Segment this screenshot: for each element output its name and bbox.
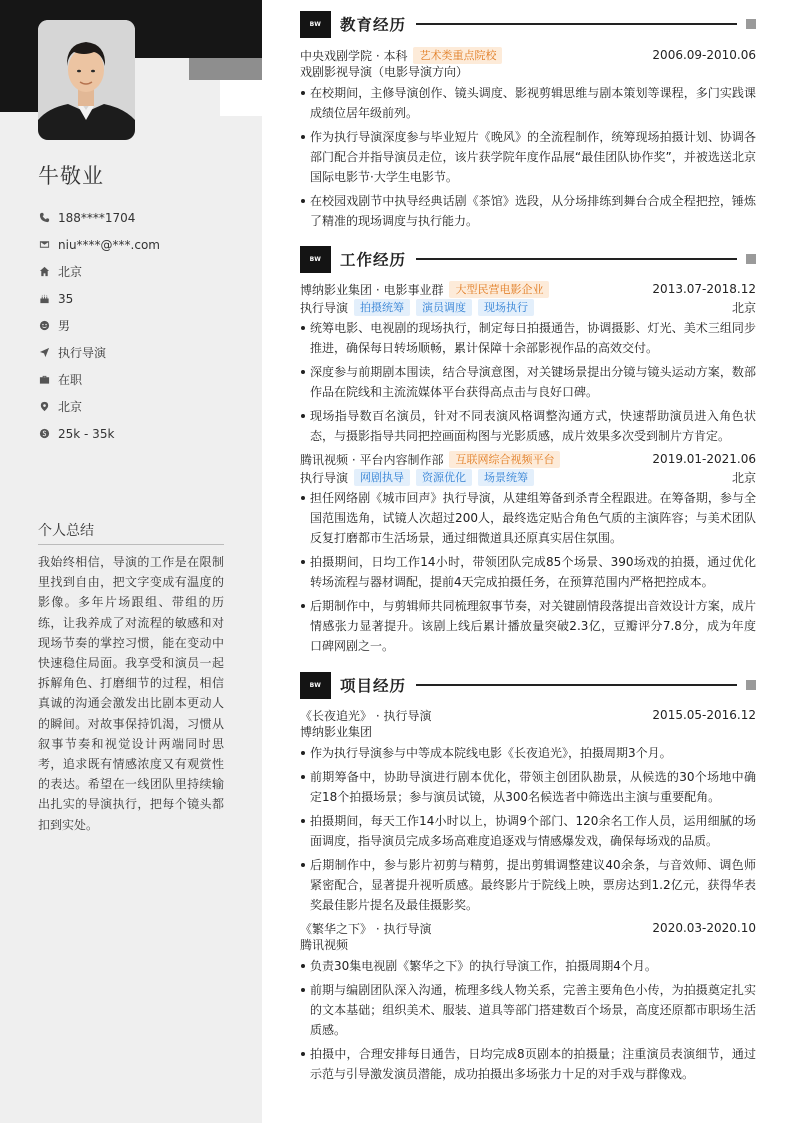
- avatar-portrait-icon: [38, 20, 135, 140]
- list-item: 担任网络剧《城市回声》执行导演，从建组筹备到杀青全程跟进。在筹备期，参与全国范围选角，试镜人次超过200人，最终选定贴合角色气质的主演阵容；与美术团队反复打磨都市生活场景，通过细微道具还原真实居住氛围。: [300, 488, 756, 548]
- section-square-icon: [746, 680, 756, 690]
- skill-tag: 拍摄统筹: [354, 299, 410, 316]
- skill-tag: 演员调度: [416, 299, 472, 316]
- company-tag: 大型民营电影企业: [449, 281, 549, 298]
- section-logo-icon: BW: [300, 11, 331, 38]
- briefcase-icon: [38, 374, 50, 386]
- info-phone: [38, 204, 160, 231]
- job-header-row: [300, 450, 756, 468]
- list-item: 拍摄中，合理安排每日通告，日均完成8页剧本的拍摄量；注重演员表演细节，通过示范与引导激发演员潜能，成功拍摄出多场张力十足的对手戏与群像戏。: [300, 1044, 756, 1084]
- job-role: 执行导演: [300, 470, 349, 485]
- email-icon: [38, 239, 50, 251]
- info-email-text: niu****@***.com: [58, 237, 160, 252]
- project-org: 博纳影业集团: [300, 725, 373, 739]
- section-title: 教育经历: [340, 16, 407, 34]
- info-status-text: 在职: [58, 373, 83, 387]
- sidebar: [0, 0, 262, 1123]
- list-item: 现场指导数百名演员，针对不同表演风格调整沟通方式，快速帮助演员进入角色状态，与摄影指导共同把控画面构图与光影质感，成片效果多次受到制片方肯定。: [300, 406, 756, 446]
- education-section: [300, 10, 756, 245]
- section-divider: [416, 23, 737, 25]
- location-pin-icon: [38, 401, 50, 413]
- info-hometown: [38, 258, 160, 285]
- decorative-gray-block: [189, 58, 262, 80]
- project-org: 腾讯视频: [300, 938, 349, 952]
- section-title: 项目经历: [340, 677, 407, 695]
- info-location: [38, 393, 160, 420]
- list-item: 后期制作中，与剪辑师共同梳理叙事节奏，对关键剧情段落提出音效设计方案，成片情感张力显著提升。该剧上线后累计播放量突破2.3亿，豆瓣评分7.8分，成为年度口碑网剧之一。: [300, 596, 756, 656]
- company-name: 腾讯视频 · 平台内容制作部: [300, 452, 444, 467]
- info-hometown-text: 北京: [58, 265, 83, 279]
- list-item: 在校期间，主修导演创作、镜头调度、影视剪辑思维与剧本策划等课程，多门实践课成绩位居年级前列。: [300, 83, 756, 123]
- company-tag: 互联网综合视频平台: [449, 451, 560, 468]
- section-divider: [416, 258, 737, 260]
- list-item: 作为执行导演参与中等成本院线电影《长夜追光》，拍摄周期3个月。: [300, 743, 756, 763]
- section-header: [300, 10, 756, 38]
- info-phone-text: 188****1704: [58, 210, 136, 225]
- gender-icon: [38, 320, 50, 332]
- project-bullets: [300, 743, 756, 915]
- project-bullets: [300, 956, 756, 1084]
- project-date: 2020.03-2020.10: [652, 921, 756, 935]
- list-item: 前期筹备中，协助导演进行剧本优化，带领主创团队勘景，从候选的30个场地中确定18个拍摄场景；参与演员试镜，从300名候选者中筛选出主演与重要配角。: [300, 767, 756, 807]
- info-age: [38, 285, 160, 312]
- info-position-text: 执行导演: [58, 346, 107, 360]
- job-city: 北京: [731, 300, 756, 315]
- skill-tag: 现场执行: [478, 299, 534, 316]
- project-date: 2015.05-2016.12: [652, 708, 756, 722]
- job-role: 执行导演: [300, 300, 349, 315]
- main-content: [300, 10, 756, 1088]
- list-item: 作为执行导演深度参与毕业短片《晚风》的全流程制作，统筹现场拍摄计划、协调各部门配合并指导演员走位，该片获学院年度作品展“最佳团队协作奖”，并被选送北京国际电影节·大学生电影节。: [300, 127, 756, 187]
- cake-icon: [38, 293, 50, 305]
- list-item: 拍摄期间，每天工作14小时以上，协调9个部门、120余名工作人员，运用细腻的场面调度，指导演员完成多场高难度追逐戏与情感爆发戏，确保每场戏的品质。: [300, 811, 756, 851]
- info-gender: [38, 312, 160, 339]
- school-tag: 艺术类重点院校: [413, 47, 502, 64]
- education-bullets: [300, 83, 756, 231]
- avatar: [38, 20, 135, 140]
- list-item: 前期与编剧团队深入沟通，梳理多线人物关系，完善主要角色小传，为拍摄奠定扎实的文本基础；组织美术、服装、道具等部门搭建数百个场景，高度还原都市职场生活质感。: [300, 980, 756, 1040]
- skill-tag: 资源优化: [416, 469, 472, 486]
- education-major: 戏剧影视导演（电影导演方向）: [300, 65, 469, 79]
- list-item: 统筹电影、电视剧的现场执行，制定每日拍摄通告，协调摄影、灯光、美术三组同步推进，确保每日转场顺畅，累计保障十余部影视作品的高效交付。: [300, 318, 756, 358]
- education-header-row: [300, 46, 756, 64]
- job-date: 2019.01-2021.06: [652, 452, 756, 466]
- salary-icon: [38, 428, 50, 440]
- section-logo-icon: BW: [300, 246, 331, 273]
- job-header-row: [300, 280, 756, 298]
- section-divider: [416, 684, 737, 686]
- list-item: 拍摄期间，日均工作14小时，带领团队完成85个场景、390场戏的拍摄，通过优化转场流程与器材调配，提前4天完成拍摄任务，在预算范围内严格把控成本。: [300, 552, 756, 592]
- list-item: 在校园戏剧节中执导经典话剧《茶馆》选段，从分场排练到舞台合成全程把控，锤炼了精准的现场调度与执行能力。: [300, 191, 756, 231]
- home-icon: [38, 266, 50, 278]
- send-icon: [38, 347, 50, 359]
- summary-text: 我始终相信，导演的工作是在限制里找到自由，把文字变成有温度的影像。多年片场跟组、带组的历练，让我养成了对流程的敏感和对现场节奏的掌控习惯，能在变动中快速稳住局面。我享受和演员一起拆解角色、打磨细节的过程，相信真诚的沟通会激发出比剧本更动人的瞬间。对故事保持饥渴，习惯从叙事节奏和视觉设计两端同时思考，追求既有情感浓度又有观赏性的表达。希望在一线团队里持续输出扎实的导演执行，把每个镜头都扣到实处。: [38, 555, 224, 832]
- job-city: 北京: [731, 470, 756, 485]
- job-bullets: [300, 488, 756, 656]
- education-date: 2006.09-2010.06: [652, 48, 756, 62]
- skill-tag: 网剧执导: [354, 469, 410, 486]
- sidebar-header-band-left: [0, 58, 38, 112]
- summary-title: 个人总结: [38, 520, 224, 545]
- job-role-row: [300, 298, 756, 316]
- work-section: [300, 245, 756, 671]
- personal-summary: [38, 520, 224, 835]
- info-salary: [38, 420, 160, 447]
- job-date: 2013.07-2018.12: [652, 282, 756, 296]
- list-item: 负责30集电视剧《繁华之下》的执行导演工作，拍摄周期4个月。: [300, 956, 756, 976]
- info-gender-text: 男: [58, 319, 71, 333]
- section-header: [300, 671, 756, 699]
- section-square-icon: [746, 254, 756, 264]
- info-location-text: 北京: [58, 400, 83, 414]
- info-position: [38, 339, 160, 366]
- skill-tag: 场景统筹: [478, 469, 534, 486]
- projects-section: [300, 671, 756, 1084]
- info-email: [38, 231, 160, 258]
- job-role-row: [300, 468, 756, 486]
- project-name: 《繁华之下》 · 执行导演: [300, 921, 432, 936]
- project-name: 《长夜追光》 · 执行导演: [300, 708, 432, 723]
- section-title: 工作经历: [340, 251, 407, 269]
- section-header: [300, 245, 756, 273]
- project-header-row: [300, 706, 756, 724]
- job-bullets: [300, 318, 756, 446]
- project-header-row: [300, 919, 756, 937]
- company-name: 博纳影业集团 · 电影事业群: [300, 282, 444, 297]
- section-logo-icon: BW: [300, 672, 331, 699]
- list-item: 后期制作中，参与影片初剪与精剪，提出剪辑调整建议40余条，与音效师、调色师紧密配合，显著提升视听质感。最终影片于院线上映，票房达到1.2亿元，获得华表奖最佳影片提名及最佳摄影奖。: [300, 855, 756, 915]
- list-item: 深度参与前期剧本围读，结合导演意图，对关键场景提出分镜与镜头运动方案，数部作品在院线和主流流媒体平台获得高点击与良好口碑。: [300, 362, 756, 402]
- decorative-white-block: [220, 80, 262, 116]
- contact-info-list: [38, 204, 160, 447]
- candidate-name: 牛敬业: [38, 164, 104, 188]
- phone-icon: [38, 212, 50, 224]
- section-square-icon: [746, 19, 756, 29]
- info-salary-text: 25k - 35k: [58, 426, 115, 441]
- info-age-text: 35: [58, 291, 74, 306]
- school-name: 中央戏剧学院 · 本科: [300, 48, 408, 63]
- info-status: [38, 366, 160, 393]
